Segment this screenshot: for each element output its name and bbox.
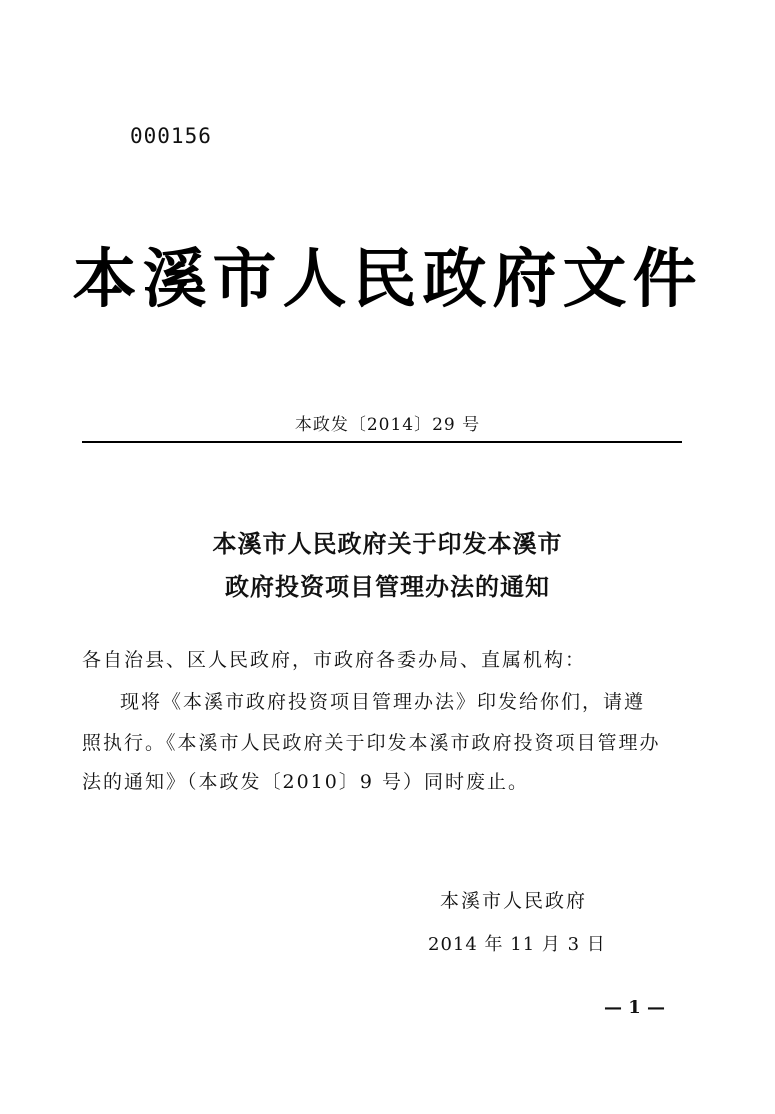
body-paragraph-line-2: 照执行。《本溪市人民政府关于印发本溪市政府投资项目管理办	[82, 732, 661, 754]
issuing-authority: 本溪市人民政府	[440, 890, 588, 912]
header-divider	[82, 441, 682, 443]
addressee: 各自治县、区人民政府，市政府各委办局、直属机构：	[82, 649, 587, 671]
body-paragraph-line-1: 现将《本溪市政府投资项目管理办法》印发给你们，请遵	[120, 691, 646, 713]
document-number: 本政发〔2014〕29 号	[294, 415, 481, 435]
issue-date: 2014 年 11 月 3 日	[428, 934, 606, 955]
document-title-line-2: 政府投资项目管理办法的通知	[225, 572, 550, 601]
body-paragraph-line-3: 法的通知》（本政发〔2010〕9 号）同时废止。	[82, 771, 529, 793]
page-number: — 1 —	[604, 997, 666, 1018]
serial-number: 000156	[130, 124, 212, 148]
document-title-line-1: 本溪市人民政府关于印发本溪市	[212, 529, 563, 558]
document-masthead: 本溪市人民政府文件	[72, 243, 703, 317]
